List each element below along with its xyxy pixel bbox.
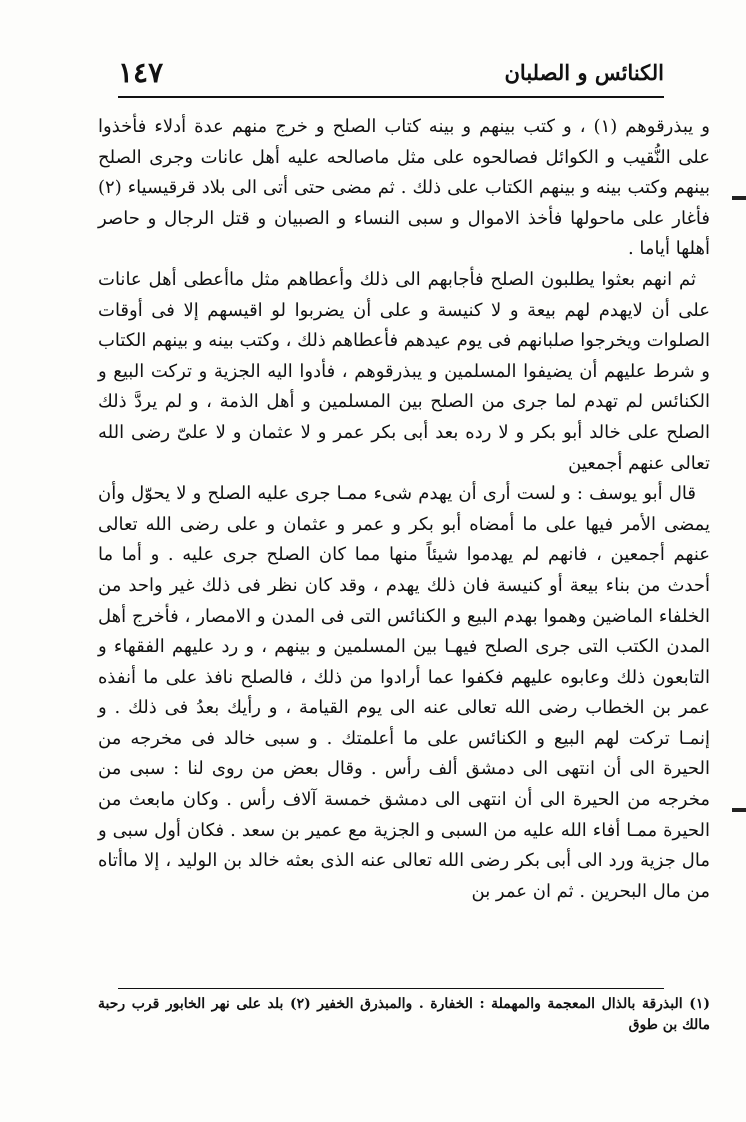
footnote-rule xyxy=(118,988,664,989)
main-text xyxy=(98,112,710,907)
footnote-text: (١) البذرقة بالذال المعجمة والمهملة : الخفارة . والمبذرق الخفير (٢) بلد على نهر الخابور قرب رحبة مالك بن طوق xyxy=(98,996,710,1033)
header-rule xyxy=(118,96,664,98)
running-title: الكنائس و الصلبان xyxy=(504,60,664,85)
edge-mark xyxy=(732,196,746,200)
paragraph: ثم انهم بعثوا يطلبون الصلح فأجابهم الى ذلك وأعطاهم مثل ماأعطى أهل عانات على أن لايهدم لهم بيعة و لا كنيسة و على أن يضربوا لو اقيسهم إلا فى أوقات الصلوات ويخرجوا صلبانهم فى يوم عيدهم فأعطاهم ذلك ، وكتب بينه و بينهم الكتاب و شرط عليهم أن يضيفوا المسلمين و يبذرقوهم ، فأدوا اليه الجزية و تركت البيع و الكنائس لم تهدم لما جرى من الصلح بين المسلمين و أهل الذمة ، و لم يردَّ ذلك الصلح على خالد أبو بكر و لا رده بعد أبى بكر عمر و لا عثمان و لا علىّ رضى الله تعالى عنهم أجمعين xyxy=(97,268,710,474)
paragraph: قال أبو يوسف : و لست أرى أن يهدم شىء ممـا جرى عليه الصلح و لا يحوّل وأن يمضى الأمر فيها على ما أمضاه أبو بكر و عمر و عثمان و على رضى الله تعالى عنهم أجمعين ، فانهم لم يهدموا شيئاً منها مما كان الصلح جرى عليه . و أما ما أحدث من بناء بيعة أو كنيسة فان ذلك يهدم ، وقد كان نظر فى ذلك غير واحد من الخلفاء الماضين وهموا بهدم البيع و الكنائس التى فى المدن و الامصار ، فأخرج أهل المدن الكتب التى جرى الصلح فيهـا بين المسلمين و بينهم ، و رد عليهم الفقهاء و التابعون ذلك وعابوه عليهم فكفوا عما أرادوا من ذلك ، فالصلح نافذ على ما أنفذه عمر بن الخطاب رضى الله تعالى عنه الى يوم القيامة ، و رأيك بعدُ فى ذلك . و إنمـا تركت لهم البيع و الكنائس على ما أعلمتك . و سبى خالد فى مخرجه من الحيرة الى أن انتهى الى دمشق ألف رأس . وقال بعض من روى لنا : سبى من مخرجه من الحيرة الى أن انتهى الى دمشق خمسة آلاف رأس . وكان مابعث من الحيرة ممـا أفاء الله عليه من السبى و الجزية مع عمير بن سعد . فكان أول سبى و مال جزية ورد الى أبى بكر رضى الله تعالى عنه الذى بعثه خالد بن الوليد ، إلا ماأتاه من مال البحرين . ثم ان عمر بن xyxy=(98,483,710,902)
paragraph: و يبذرقوهم (١) ، و كتب بينهم و بينه كتاب الصلح و خرج منهم عدة أدلاء فأخذوا على النُّقيب و الكوائل فصالحوه على مثل ماصالحه عليه أهل عانات وجرى الصلح بينهم وكتب بينه و بينهم الكتاب على ذلك . ثم مضى حتى أتى الى بلاد قرقيسياء (٢) فأغار على ماحولها فأخذ الاموال و سبى النساء و الصبيان و قتل الرجال و حاصر أهلها أياما . xyxy=(98,116,710,260)
page-header xyxy=(118,56,664,96)
edge-mark xyxy=(732,808,746,812)
footnotes xyxy=(98,994,710,1036)
page-number: ١٤٧ xyxy=(118,56,164,89)
